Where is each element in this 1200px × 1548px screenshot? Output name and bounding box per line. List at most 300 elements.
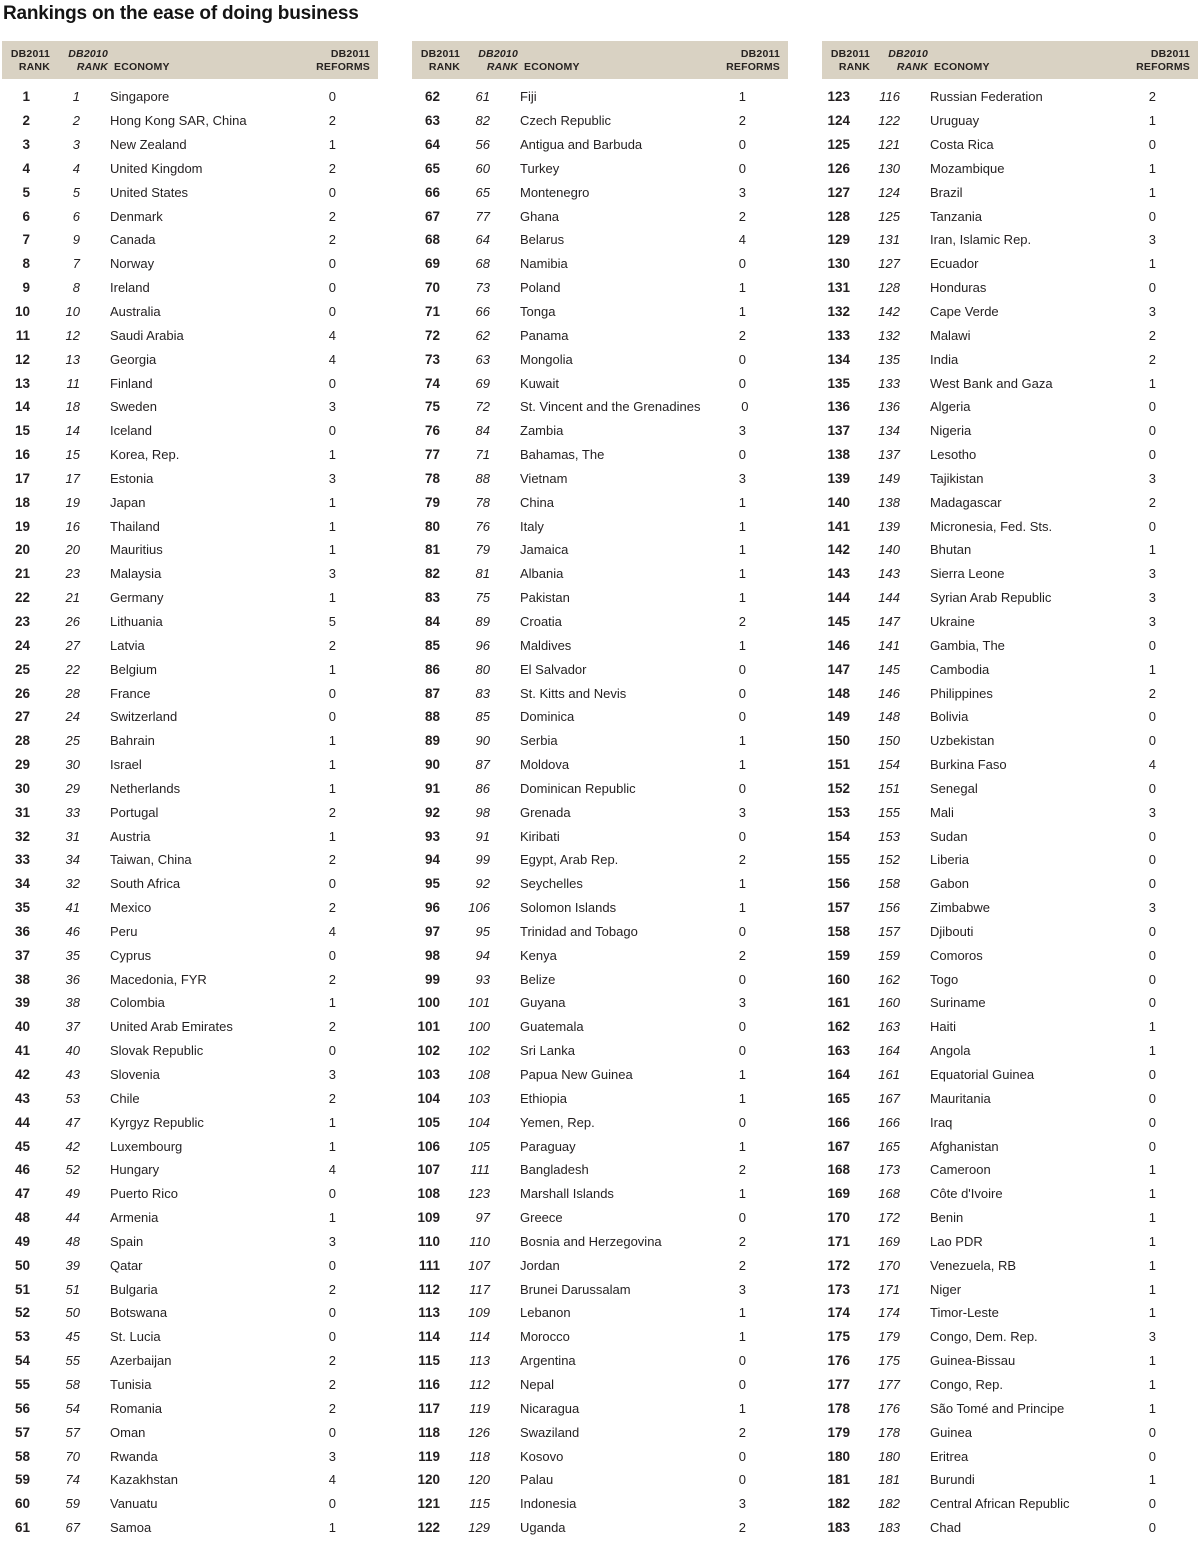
db2011-rank: 167 [827, 1138, 850, 1154]
economy-name: Panama [520, 327, 569, 343]
reforms-count: 1 [1148, 1305, 1156, 1321]
db2010-rank: 124 [878, 184, 900, 200]
db2011-rank: 30 [14, 780, 30, 796]
header-db2010-rank [870, 48, 928, 75]
economy-name: Israel [110, 757, 142, 773]
db2010-rank: 132 [878, 327, 900, 343]
db2010-rank: 38 [65, 995, 80, 1011]
db2010-rank: 69 [475, 375, 490, 391]
reforms-count: 1 [328, 757, 336, 773]
db2011-rank: 121 [417, 1496, 440, 1512]
table-row [2, 1182, 378, 1206]
db2011-rank: 47 [14, 1186, 30, 1202]
table-row [412, 157, 788, 181]
reforms-count: 0 [328, 1305, 336, 1321]
db2011-rank: 183 [827, 1520, 850, 1536]
reforms-count: 2 [328, 852, 336, 868]
db2010-rank: 83 [475, 685, 490, 701]
table-row [822, 1230, 1198, 1254]
table-row [412, 729, 788, 753]
db2010-rank: 49 [65, 1186, 80, 1202]
reforms-count: 2 [328, 208, 336, 224]
economy-name: Taiwan, China [110, 852, 192, 868]
db2011-rank: 150 [827, 733, 850, 749]
economy-name: Belarus [520, 232, 565, 248]
db2011-rank: 64 [424, 137, 440, 153]
db2011-rank: 175 [827, 1329, 850, 1345]
table-row [2, 467, 378, 491]
db2010-rank: 148 [878, 709, 900, 725]
reforms-count: 1 [738, 542, 746, 558]
economy-name: Congo, Rep. [930, 1376, 1003, 1392]
db2010-rank: 91 [475, 828, 490, 844]
reforms-count: 0 [328, 256, 336, 272]
reforms-count: 4 [1148, 757, 1156, 773]
table-row [412, 85, 788, 109]
db2011-rank: 130 [827, 256, 850, 272]
db2010-rank: 161 [878, 1067, 900, 1083]
reforms-count: 0 [328, 1186, 336, 1202]
column-header [822, 41, 1198, 79]
economy-name: Colombia [110, 995, 165, 1011]
economy-name: Zambia [520, 423, 564, 439]
economy-name: Venezuela, RB [930, 1257, 1017, 1273]
db2011-rank: 176 [827, 1353, 850, 1369]
economy-name: Bosnia and Herzegovina [520, 1233, 662, 1249]
reforms-count: 1 [738, 280, 746, 296]
db2010-rank: 94 [475, 947, 490, 963]
db2011-rank: 108 [417, 1186, 440, 1202]
db2011-rank: 164 [827, 1067, 850, 1083]
db2011-rank: 133 [827, 327, 850, 343]
economy-name: Nepal [520, 1376, 554, 1392]
table-row [822, 657, 1198, 681]
db2011-rank: 39 [14, 995, 30, 1011]
table-row [822, 800, 1198, 824]
table-row [412, 490, 788, 514]
reforms-count: 2 [328, 1281, 336, 1297]
economy-name: Nigeria [930, 423, 972, 439]
reforms-count: 1 [328, 1520, 336, 1536]
table-row [412, 633, 788, 657]
table-row [2, 180, 378, 204]
economy-name: Bhutan [930, 542, 972, 558]
db2010-rank: 137 [878, 447, 900, 463]
table-row [412, 1516, 788, 1540]
db2010-rank: 143 [878, 566, 900, 582]
db2011-rank: 171 [827, 1233, 850, 1249]
db2010-rank: 62 [475, 327, 490, 343]
db2011-rank: 118 [418, 1424, 440, 1440]
reforms-count: 0 [1148, 1496, 1156, 1512]
db2011-rank: 95 [424, 876, 440, 892]
db2010-rank: 134 [878, 423, 900, 439]
economy-name: Macedonia, FYR [110, 971, 207, 987]
reforms-count: 0 [738, 1353, 746, 1369]
reforms-count: 1 [738, 1138, 746, 1154]
table-row [2, 514, 378, 538]
db2011-rank: 114 [418, 1329, 440, 1345]
db2011-rank: 97 [424, 923, 440, 939]
economy-name: Kiribati [520, 828, 560, 844]
economy-name: Côte d'Ivoire [930, 1186, 1003, 1202]
reforms-count: 2 [328, 1353, 336, 1369]
reforms-count: 3 [1148, 900, 1156, 916]
economy-name: Mauritius [110, 542, 163, 558]
table-row [2, 586, 378, 610]
db2011-rank: 99 [424, 971, 440, 987]
db2010-rank: 97 [475, 1210, 490, 1226]
economy-name: Croatia [520, 613, 562, 629]
table-row [2, 85, 378, 109]
db2010-rank: 20 [65, 542, 80, 558]
reforms-count: 0 [1148, 852, 1156, 868]
db2011-rank: 84 [424, 613, 440, 629]
reforms-count: 0 [1148, 1448, 1156, 1464]
economy-name: Pakistan [520, 590, 570, 606]
db2011-rank: 148 [827, 685, 850, 701]
table-row [412, 1325, 788, 1349]
db2010-rank: 182 [878, 1496, 900, 1512]
reforms-count: 0 [328, 947, 336, 963]
db2010-rank: 114 [469, 1329, 490, 1345]
db2011-rank: 125 [827, 137, 850, 153]
db2010-rank: 125 [878, 208, 900, 224]
db2010-rank: 126 [468, 1424, 490, 1440]
economy-name: Qatar [110, 1257, 143, 1273]
table-row [412, 1396, 788, 1420]
reforms-count: 3 [328, 1233, 336, 1249]
db2010-rank: 155 [878, 804, 900, 820]
table-row [412, 514, 788, 538]
db2011-rank: 161 [827, 995, 850, 1011]
db2010-rank: 145 [878, 661, 900, 677]
db2010-rank: 41 [65, 900, 80, 916]
reforms-count: 2 [328, 113, 336, 129]
db2011-rank: 34 [14, 876, 30, 892]
table-row [2, 1277, 378, 1301]
db2011-rank: 123 [827, 89, 850, 105]
economy-name: Tanzania [930, 208, 983, 224]
reforms-count: 2 [738, 1520, 746, 1536]
reforms-count: 0 [1148, 995, 1156, 1011]
reforms-count: 0 [328, 1496, 336, 1512]
db2011-rank: 68 [424, 232, 440, 248]
db2010-rank: 93 [475, 971, 490, 987]
db2011-rank: 27 [14, 709, 30, 725]
db2010-rank: 80 [475, 661, 490, 677]
table-row [822, 681, 1198, 705]
db2010-rank: 68 [475, 256, 490, 272]
economy-name: Solomon Islands [520, 900, 617, 916]
table-row [2, 1110, 378, 1134]
db2010-rank: 26 [65, 613, 80, 629]
db2010-rank: 133 [878, 375, 900, 391]
db2010-rank: 105 [468, 1138, 490, 1154]
reforms-count: 1 [1148, 1186, 1156, 1202]
header-rank-label: RANK [838, 61, 870, 74]
economy-name: New Zealand [110, 137, 187, 153]
db2011-rank: 98 [424, 947, 440, 963]
table-row [822, 586, 1198, 610]
table-row [822, 109, 1198, 133]
db2010-rank: 13 [65, 351, 80, 367]
table-row [822, 85, 1198, 109]
db2011-rank: 162 [827, 1019, 850, 1035]
header-db2010-rank [50, 48, 108, 75]
reforms-count: 1 [1148, 113, 1156, 129]
header-db2011-label: DB2011 [740, 47, 780, 60]
economy-name: Suriname [930, 995, 986, 1011]
reforms-count: 2 [738, 1162, 746, 1178]
economy-name: Liberia [930, 852, 970, 868]
db2011-rank: 137 [827, 423, 850, 439]
economy-name: Namibia [520, 256, 568, 272]
economy-name: Georgia [110, 351, 157, 367]
reforms-count: 2 [328, 971, 336, 987]
economy-name: Honduras [930, 280, 987, 296]
economy-name: Mozambique [930, 160, 1005, 176]
db2010-rank: 42 [65, 1138, 80, 1154]
db2011-rank: 101 [417, 1019, 440, 1035]
economy-name: Kazakhstan [110, 1472, 178, 1488]
db2010-rank: 40 [65, 1043, 80, 1059]
reforms-count: 3 [738, 184, 746, 200]
table-row [2, 1063, 378, 1087]
table-row [2, 610, 378, 634]
table-row [2, 1420, 378, 1444]
db2010-rank: 65 [475, 184, 490, 200]
reforms-count: 1 [738, 494, 746, 510]
economy-name: Brazil [930, 184, 963, 200]
header-db2011-rank [822, 48, 870, 75]
economy-name: Ecuador [930, 256, 979, 272]
reforms-count: 0 [738, 1376, 746, 1392]
db2011-rank: 4 [22, 160, 30, 176]
table-row [2, 1325, 378, 1349]
economy-name: Latvia [110, 637, 145, 653]
db2011-rank: 166 [827, 1114, 850, 1130]
table-row [822, 1134, 1198, 1158]
db2010-rank: 96 [475, 637, 490, 653]
table-row [822, 1206, 1198, 1230]
table-row [412, 967, 788, 991]
economy-name: Vanuatu [110, 1496, 158, 1512]
economy-name: Jamaica [520, 542, 569, 558]
header-reforms-label: REFORMS [316, 61, 370, 74]
reforms-count: 0 [328, 1424, 336, 1440]
table-row [822, 1086, 1198, 1110]
db2011-rank: 67 [424, 208, 440, 224]
table-row [822, 1373, 1198, 1397]
db2011-rank: 9 [22, 280, 30, 296]
db2010-rank: 43 [65, 1067, 80, 1083]
db2010-rank: 84 [475, 423, 490, 439]
header-db2011-label: DB2011 [330, 47, 370, 60]
db2011-rank: 119 [418, 1448, 440, 1464]
page-title: Rankings on the ease of doing business [3, 3, 359, 24]
table-row [412, 1015, 788, 1039]
table-row [2, 1086, 378, 1110]
db2010-rank: 37 [65, 1019, 80, 1035]
db2010-rank: 10 [65, 304, 80, 320]
db2011-rank: 151 [827, 757, 850, 773]
reforms-count: 0 [738, 1448, 746, 1464]
db2011-rank: 48 [14, 1210, 30, 1226]
db2010-rank: 73 [475, 280, 490, 296]
reforms-count: 1 [328, 733, 336, 749]
reforms-count: 1 [738, 590, 746, 606]
reforms-count: 3 [1148, 470, 1156, 486]
economy-name: Russian Federation [930, 89, 1043, 105]
economy-name: Costa Rica [930, 137, 994, 153]
economy-name: St. Vincent and the Grenadines [520, 399, 701, 415]
reforms-count: 4 [328, 923, 336, 939]
db2010-rank: 66 [475, 304, 490, 320]
reforms-count: 1 [1148, 184, 1156, 200]
table-row [412, 681, 788, 705]
economy-name: Lithuania [110, 613, 163, 629]
economy-name: Angola [930, 1043, 971, 1059]
header-db2011-reforms [726, 48, 788, 75]
economy-name: Poland [520, 280, 561, 296]
reforms-count: 1 [328, 590, 336, 606]
table-row [412, 705, 788, 729]
reforms-count: 1 [738, 566, 746, 582]
header-rank-label: RANK [428, 61, 460, 74]
db2010-rank: 144 [878, 590, 900, 606]
economy-name: Slovenia [110, 1067, 160, 1083]
table-row [412, 586, 788, 610]
db2011-rank: 102 [417, 1043, 440, 1059]
table-row [2, 371, 378, 395]
db2010-rank: 109 [468, 1305, 490, 1321]
db2010-rank: 28 [65, 685, 80, 701]
reforms-count: 1 [328, 780, 336, 796]
db2010-rank: 108 [468, 1067, 490, 1083]
economy-name: Cyprus [110, 947, 152, 963]
db2010-rank: 147 [878, 613, 900, 629]
economy-name: Afghanistan [930, 1138, 999, 1154]
table-row [822, 490, 1198, 514]
db2010-rank: 162 [878, 971, 900, 987]
reforms-count: 0 [1148, 947, 1156, 963]
db2010-rank: 181 [878, 1472, 900, 1488]
db2011-rank: 19 [14, 518, 30, 534]
rankings-column-2 [412, 41, 788, 1539]
reforms-count: 2 [1148, 327, 1156, 343]
reforms-count: 4 [328, 351, 336, 367]
header-db2010-rank [460, 48, 518, 75]
reforms-count: 0 [738, 828, 746, 844]
economy-name: India [930, 351, 959, 367]
table-row [2, 824, 378, 848]
reforms-count: 0 [738, 971, 746, 987]
reforms-count: 1 [738, 304, 746, 320]
db2011-rank: 163 [827, 1043, 850, 1059]
db2010-rank: 167 [878, 1090, 900, 1106]
economy-name: Djibouti [930, 923, 974, 939]
db2011-rank: 61 [14, 1520, 30, 1536]
reforms-count: 3 [1148, 804, 1156, 820]
reforms-count: 0 [1148, 1138, 1156, 1154]
table-row [2, 1516, 378, 1540]
table-row [2, 776, 378, 800]
header-rank-label: RANK [18, 61, 50, 74]
economy-name: Iceland [110, 423, 152, 439]
db2010-rank: 149 [878, 470, 900, 486]
economy-name: Bulgaria [110, 1281, 158, 1297]
reforms-count: 0 [738, 447, 746, 463]
db2010-rank: 61 [475, 89, 490, 105]
db2010-rank: 171 [878, 1281, 900, 1297]
economy-name: Haiti [930, 1019, 957, 1035]
economy-name: Brunei Darussalam [520, 1281, 631, 1297]
db2010-rank: 92 [475, 876, 490, 892]
db2010-rank: 11 [66, 375, 80, 391]
economy-name: Italy [520, 518, 544, 534]
economy-name: Indonesia [520, 1496, 577, 1512]
table-row [2, 1468, 378, 1492]
reforms-count: 1 [1148, 661, 1156, 677]
db2010-rank: 146 [878, 685, 900, 701]
header-db2010-label: DB2010 [478, 47, 518, 60]
reforms-count: 2 [328, 232, 336, 248]
header-reforms-label: REFORMS [726, 61, 780, 74]
economy-name: Sudan [930, 828, 968, 844]
table-row [822, 1253, 1198, 1277]
db2010-rank: 142 [878, 304, 900, 320]
db2010-rank: 67 [65, 1520, 80, 1536]
header-economy [518, 61, 726, 75]
db2011-rank: 63 [424, 113, 440, 129]
economy-name: Eritrea [930, 1448, 969, 1464]
reforms-count: 0 [738, 1114, 746, 1130]
economy-name: Congo, Dem. Rep. [930, 1329, 1038, 1345]
reforms-count: 1 [328, 494, 336, 510]
reforms-count: 0 [328, 709, 336, 725]
reforms-count: 4 [738, 232, 746, 248]
reforms-count: 1 [1148, 542, 1156, 558]
rankings-table [2, 41, 1198, 1539]
economy-name: Benin [930, 1210, 964, 1226]
db2010-rank: 29 [65, 780, 80, 796]
db2010-rank: 175 [878, 1353, 900, 1369]
db2011-rank: 5 [22, 184, 30, 200]
db2011-rank: 41 [14, 1043, 30, 1059]
economy-name: Malaysia [110, 566, 162, 582]
table-row [822, 729, 1198, 753]
reforms-count: 0 [1148, 1520, 1156, 1536]
db2010-rank: 17 [65, 470, 80, 486]
economy-name: Cape Verde [930, 304, 999, 320]
economy-name: Chile [110, 1090, 140, 1106]
db2011-rank: 159 [827, 947, 850, 963]
db2011-rank: 79 [424, 494, 440, 510]
reforms-count: 0 [1148, 208, 1156, 224]
db2011-rank: 117 [418, 1400, 440, 1416]
economy-name: Peru [110, 923, 138, 939]
economy-name: Guyana [520, 995, 566, 1011]
db2011-rank: 94 [424, 852, 440, 868]
table-row [412, 180, 788, 204]
economy-name: Singapore [110, 89, 170, 105]
db2011-rank: 58 [14, 1448, 30, 1464]
economy-name: Tonga [520, 304, 556, 320]
table-row [412, 419, 788, 443]
reforms-count: 0 [328, 1043, 336, 1059]
db2010-rank: 166 [878, 1114, 900, 1130]
